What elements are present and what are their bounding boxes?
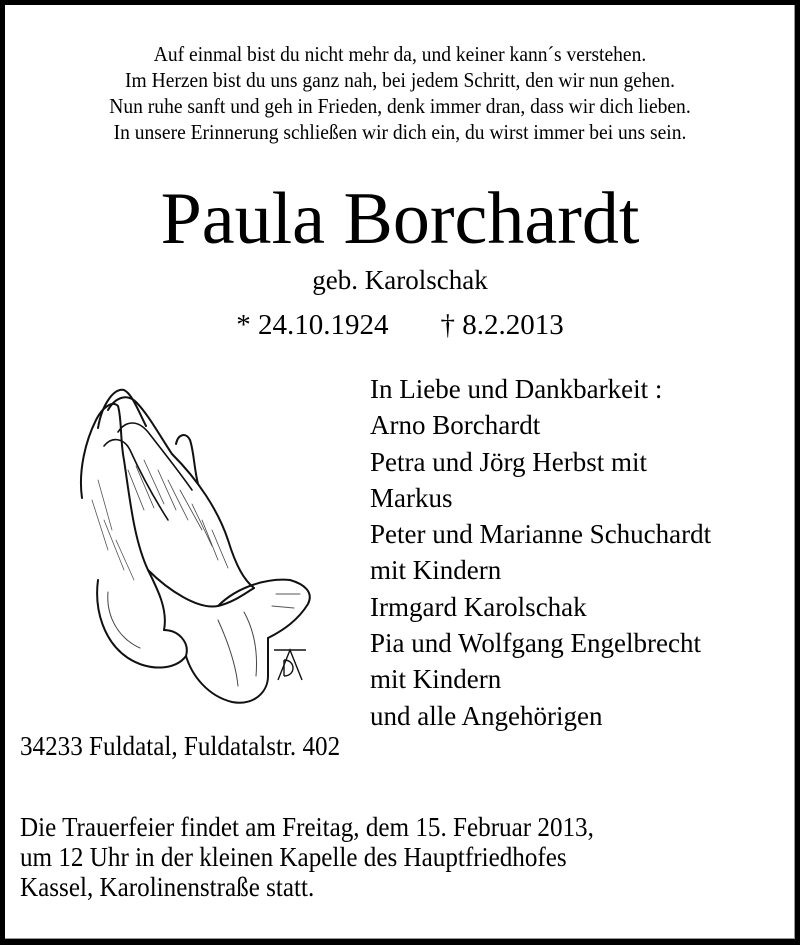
service-line: um 12 Uhr in der kleinen Kapelle des Hauptfriedhofes — [20, 842, 567, 872]
mourner-entry: mit Kindern — [370, 664, 502, 695]
mourner-entry: Arno Borchardt — [370, 410, 541, 441]
mourner-entry: Pia und Wolfgang Engelbrecht — [370, 628, 702, 659]
ad-monogram-icon — [274, 650, 306, 680]
maiden-name: geb. Karolschak — [312, 265, 488, 295]
mourner-entry: Peter und Marianne Schuchardt — [370, 519, 712, 550]
life-dates — [5, 307, 795, 343]
mourners-list — [370, 371, 711, 734]
mourner-entry: mit Kindern — [370, 555, 502, 586]
mourner-entry: und alle Angehörigen — [370, 700, 603, 731]
birth-date: * 24.10.1924 — [236, 309, 389, 341]
family-address: 34233 Fuldatal, Fuldatalstr. 402 — [20, 731, 341, 761]
poem-line: Im Herzen bist du uns ganz nah, bei jedem Schritt, den wir nun gehen. — [125, 68, 675, 92]
service-line: Kassel, Karolinenstraße statt. — [20, 872, 315, 902]
memorial-poem — [5, 41, 795, 145]
funeral-service-info — [20, 812, 637, 902]
mourner-entry: Irmgard Karolschak — [370, 591, 587, 622]
deceased-name: Paula Borchardt — [160, 178, 640, 260]
service-line: Die Trauerfeier findet am Freitag, dem 15. Februar 2013, — [20, 812, 594, 842]
obituary-card — [5, 5, 795, 939]
mourner-entry: Markus — [370, 482, 453, 513]
death-date: † 8.2.2013 — [440, 309, 564, 341]
mourners-heading: In Liebe und Dankbarkeit : — [370, 374, 663, 404]
praying-hands-icon — [68, 380, 318, 710]
poem-line: Nun ruhe sanft und geh in Frieden, denk immer dran, dass wir dich lieben. — [109, 94, 691, 118]
poem-line: In unsere Erinnerung schließen wir dich ein, du wirst immer bei uns sein. — [113, 120, 687, 144]
mourner-entry: Petra und Jörg Herbst mit — [370, 446, 647, 477]
poem-line: Auf einmal bist du nicht mehr da, und keiner kann´s verstehen. — [153, 42, 647, 66]
